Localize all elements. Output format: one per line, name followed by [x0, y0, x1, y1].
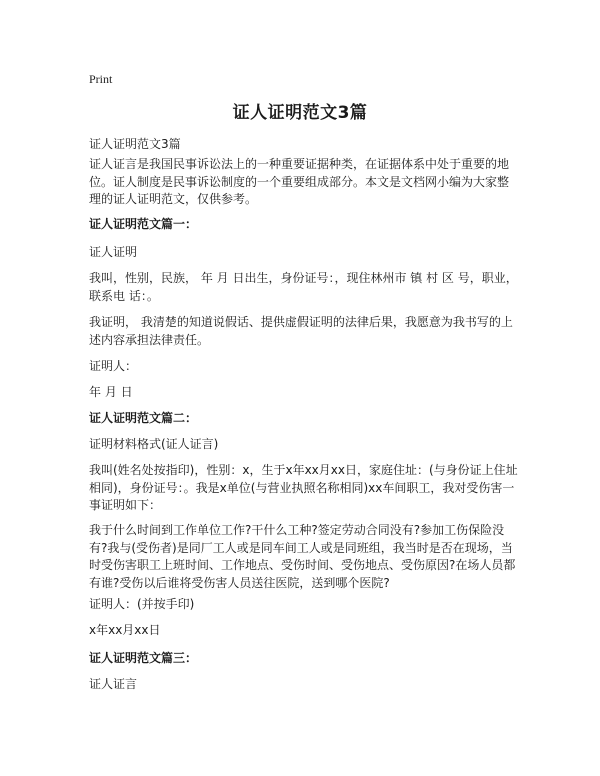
paragraph: x年xx月xx日	[89, 623, 161, 637]
section-heading-2: 证人证明范文篇二：	[89, 411, 198, 425]
section-heading-1: 证人证明范文篇一：	[89, 217, 198, 231]
paragraph: 证人证言	[89, 677, 138, 691]
paragraph: 证明人：(并按手印)	[89, 597, 195, 611]
paragraph: 证人证明	[89, 245, 138, 259]
print-label: Print	[89, 72, 113, 86]
paragraph: 我证明， 我清楚的知道说假话、提供虚假证明的法律后果，我愿意为我书写的上述内容承担法律责任。	[89, 315, 513, 347]
section-heading-3: 证人证明范文篇三：	[89, 651, 198, 665]
intro-paragraph: 证人证言是我国民事诉讼法上的一种重要证据种类，在证据体系中处于重要的地位。证人制度是民事诉讼制度的一个重要组成部分。本文是文档网小编为大家整理的证人证明范文，仅供参考。	[89, 157, 510, 206]
paragraph: 证明人：	[89, 359, 138, 373]
paragraph: 我于什么时间到工作单位工作?干什么工种?签定劳动合同没有?参加工伤保险没有?我与(受伤者)是同厂工人或是同车间工人或是同班组，我当时是否在现场，当时受伤害职工上班时间、工作地点、受伤时间、受伤地点、受伤原因?在场人员都有谁?受伤以后谁将受伤害人员送往医院，送到哪个医院?	[89, 523, 516, 590]
paragraph: 证明材料格式(证人证言)	[89, 437, 219, 451]
paragraph: 年 月 日	[89, 385, 133, 399]
intro-heading: 证人证明范文3篇	[89, 137, 181, 151]
document-title: 证人证明范文3篇	[232, 103, 368, 123]
paragraph: 我叫，性别，民族， 年 月 日出生，身份证号：，现住林州市 镇 村 区 号，职业，联系电 话：。	[89, 271, 518, 303]
paragraph: 我叫(姓名处按指印)，性别：x，生于x年xx月xx日，家庭住址：(与身份证上住址相同)，身份证号：。我是x单位(与营业执照名称相同)xx车间职工，我对受伤害一事证明如下：	[89, 463, 518, 512]
